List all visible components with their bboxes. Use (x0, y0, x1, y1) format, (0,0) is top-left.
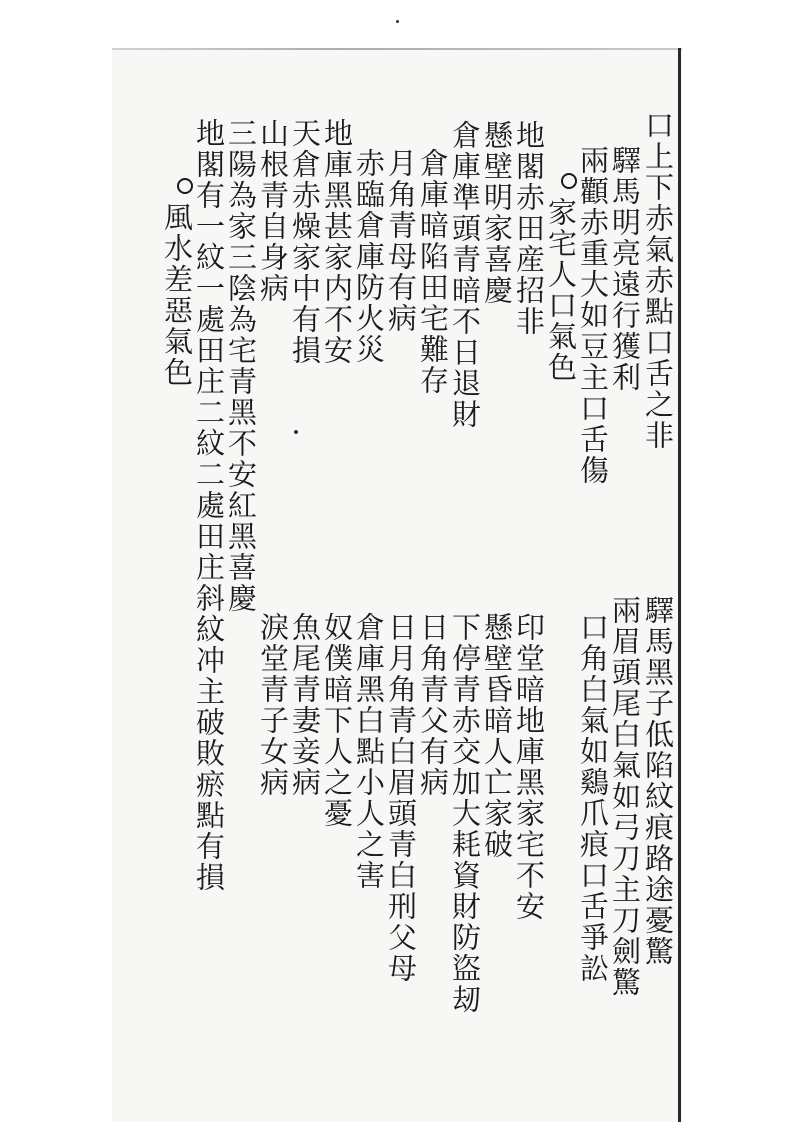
text-column: 奴僕暗下人之憂 (320, 612, 354, 829)
ink-speck (396, 20, 399, 23)
text-column: 口上下赤氣赤點口舌之非 (641, 110, 675, 451)
text-column: 月角青母有病 (384, 148, 418, 334)
text-column: 兩顴赤重大如豆主口舌傷 (576, 145, 610, 486)
text-column: 地閣有一紋一處田庄二紋二處田庄斜紋冲主破敗瘀點有損 (192, 118, 226, 893)
text-column: 倉庫暗陷田宅難存 (416, 148, 450, 396)
text-column: 日月角青白眉頭青白刑父母 (384, 612, 418, 984)
text-column: 印堂暗地庫黑家宅不安 (512, 612, 546, 922)
text-column: 口角白氣如鷄爪痕口舌爭訟 (576, 612, 610, 984)
text-column: 淚堂青子女病 (256, 612, 290, 798)
text-column: 天倉赤燥家中有損 (288, 118, 322, 366)
text-column: 地閣赤田産招非 (512, 120, 546, 337)
text-column: 日角青父有病 (416, 612, 450, 798)
section-heading: 家宅人口氣色 (544, 197, 578, 383)
text-column: 山根青自身病 (256, 118, 290, 304)
text-column-with-ring (161, 170, 201, 388)
text-column: 兩眉頭尾白氣如弓刀主刀劍驚 (608, 595, 642, 998)
text-column: 懸壁昏暗人亡家破 (480, 612, 514, 860)
ink-speck (294, 430, 298, 434)
text-column: 魚尾青妻妾病 (288, 612, 322, 798)
right-border-line (678, 48, 681, 1122)
text-column: 下停青赤交加大耗資財防盜刼 (448, 612, 482, 1015)
text-column: 驛馬黑子低陷紋痕路途憂驚 (641, 595, 675, 967)
top-border-line (112, 48, 682, 50)
ring-marker-icon (561, 173, 577, 189)
text-column: 地庫黑甚家内不安 (320, 118, 354, 366)
text-column: 三陽為家三陰為宅青黑不安紅黑喜慶 (224, 118, 258, 614)
text-column: 倉庫準頭青暗不日退財 (448, 120, 482, 430)
section-heading: 風水差惡氣色 (160, 202, 194, 388)
ring-marker-icon (177, 178, 193, 194)
text-column: 赤臨倉庫防火災 (352, 148, 386, 365)
text-column-with-ring (545, 165, 585, 383)
text-column: 倉庫黑白點小人之害 (352, 612, 386, 891)
text-column: 驛馬明亮遠行獲利 (608, 145, 642, 393)
text-column: 懸壁明家喜慶 (480, 120, 514, 306)
